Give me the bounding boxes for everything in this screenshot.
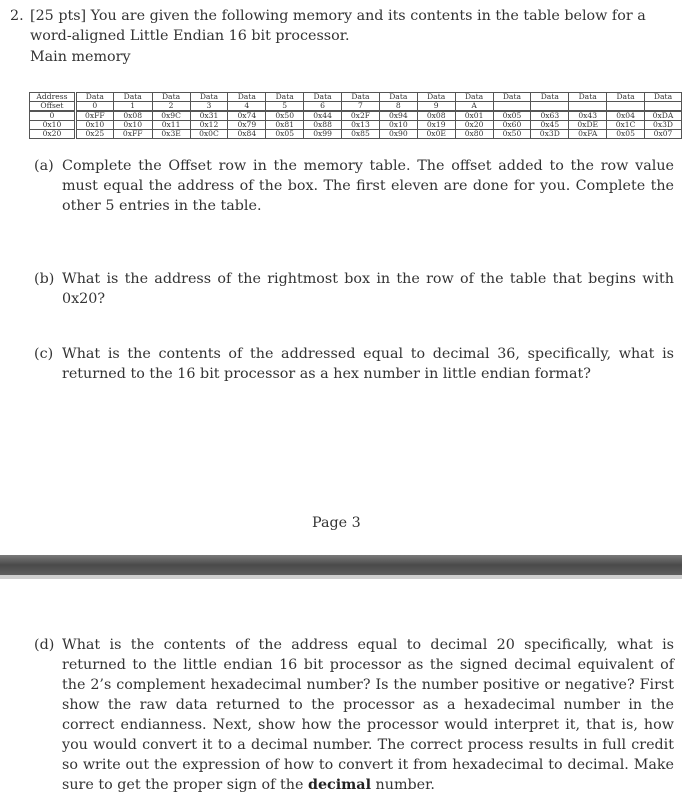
table-cell: Data [569,93,607,102]
table-cell: 0x99 [304,130,342,139]
page-separator-shadow [0,575,682,579]
table-cell: 0x1C [607,121,645,130]
table-cell: 0x44 [304,111,342,121]
question-number: 2. [10,8,24,24]
table-cell: 0x90 [379,130,417,139]
table-cell: 0x07 [645,130,682,139]
part-c [34,344,674,384]
part-d-text [62,635,674,795]
part-c-text: What is the contents of the addressed equal to decimal 36, specifically, what is returned to the 16 bit processor as a hex number in little endian format? [62,346,674,382]
table-cell: 6 [304,102,342,112]
table-cell: 0x80 [455,130,493,139]
table-cell: 0x74 [228,111,266,121]
table-cell: 0x85 [342,130,380,139]
part-a [34,156,674,216]
offset-row [30,102,682,112]
table-cell: 0x0E [417,130,455,139]
table-cell: 0x11 [152,121,190,130]
table-cell: 0x05 [493,111,531,121]
table-cell: 0xFA [569,130,607,139]
table-cell: 0x31 [190,111,228,121]
part-d-label: (d) [34,637,55,653]
table-cell: Data [493,93,531,102]
table-cell: 0x01 [455,111,493,121]
table-cell: 0xFF [113,130,152,139]
part-c-label: (c) [34,346,54,362]
part-d-bold-word: decimal [307,777,372,793]
table-caption: Main memory [30,49,131,65]
table-cell: 0x08 [417,111,455,121]
table-cell: Data [152,93,190,102]
page-number: Page 3 [312,515,361,531]
table-cell: 0x05 [607,130,645,139]
table-cell: Data [417,93,455,102]
table-cell: Data [228,93,266,102]
table-cell: 4 [228,102,266,112]
table-cell: 0 [75,102,113,112]
table-cell: Data [645,93,682,102]
table-cell: 0x9C [152,111,190,121]
table-cell: 0x2F [342,111,380,121]
table-cell: Data [190,93,228,102]
table-cell: Data [113,93,152,102]
table-cell: 0x05 [266,130,304,139]
table-cell: 0x81 [266,121,304,130]
table-cell: 0x25 [75,130,113,139]
table-cell: 0x10 [75,121,113,130]
table-cell: 0x3E [152,130,190,139]
table-cell: 0x84 [228,130,266,139]
table-cell: 0x88 [304,121,342,130]
row-label-cell: Address [30,93,76,102]
table-cell [645,102,682,112]
table-cell: 1 [113,102,152,112]
table-cell: A [455,102,493,112]
table-cell: 3 [190,102,228,112]
row-label-cell: Offset [30,102,76,112]
table-cell: 2 [152,102,190,112]
page-separator [0,555,682,575]
table-cell: 0x13 [342,121,380,130]
table-cell [531,102,569,112]
table-cell: 0x45 [531,121,569,130]
part-b-text: What is the address of the rightmost box in the row of the table that begins with 0x20? [62,271,674,307]
part-d [34,635,674,795]
table-cell: Data [342,93,380,102]
table-cell: 8 [379,102,417,112]
table-cell: 0x10 [379,121,417,130]
row-label-cell: 0x10 [30,121,76,130]
part-d-text-main: What is the contents of the address equal to decimal 20 specifically, what is returned to the little endian 16 bit processor as the signed decimal equivalent of the 2’s complement hexadecimal number? Is the number positive or negative? First show the raw data returned to the processor as a hexadecimal number in the correct endianness. Next, show how the processor would interpret it, that is, how you would convert it to a decimal number. The correct process results in full credit so write out the expression of how to convert it from hexadecimal to decimal. Make sure to get the proper sign of the [62,637,674,793]
table-cell: Data [266,93,304,102]
table-cell: 0x50 [266,111,304,121]
part-d-text-end: number. [371,777,435,793]
table-cell: 0x43 [569,111,607,121]
table-cell: 0x10 [113,121,152,130]
memory-table [29,92,682,139]
part-b-label: (b) [34,271,55,287]
part-a-text: Complete the Offset row in the memory table. The offset added to the row value must equal the address of the box. The first eleven are done for you. Complete the other 5 entries in the table. [62,158,674,214]
table-cell: Data [75,93,113,102]
table-cell: 0x79 [228,121,266,130]
table-cell: 9 [417,102,455,112]
table-cell: 0x0C [190,130,228,139]
row-label-cell: 0x20 [30,130,76,139]
part-a-label: (a) [34,158,54,174]
table-cell: Data [455,93,493,102]
table-cell: 0x19 [417,121,455,130]
header-row [30,93,682,102]
table-cell: Data [304,93,342,102]
table-cell: 0x08 [113,111,152,121]
table-cell: 5 [266,102,304,112]
table-cell: 0xFF [75,111,113,121]
table-cell: 0x20 [455,121,493,130]
table-cell [569,102,607,112]
table-cell: 0xDA [645,111,682,121]
table-row [30,130,682,139]
table-cell: 0x3D [645,121,682,130]
table-cell: 0x63 [531,111,569,121]
table-cell: Data [379,93,417,102]
table-cell: Data [607,93,645,102]
table-cell [607,102,645,112]
table-cell: 0x3D [531,130,569,139]
question-intro: [25 pts] You are given the following memory and its contents in the table below for a word-aligned Little Endian 16 bit processor. [30,8,646,44]
table-cell: 0x94 [379,111,417,121]
row-label-cell: 0 [30,111,76,121]
table-cell: 0x50 [493,130,531,139]
question-2 [10,6,672,46]
part-b [34,269,674,309]
table-cell [493,102,531,112]
table-cell: 0x60 [493,121,531,130]
table-cell: 0x12 [190,121,228,130]
table-cell: 0xDE [569,121,607,130]
table-cell: 7 [342,102,380,112]
table-cell: 0x04 [607,111,645,121]
table-cell: Data [531,93,569,102]
